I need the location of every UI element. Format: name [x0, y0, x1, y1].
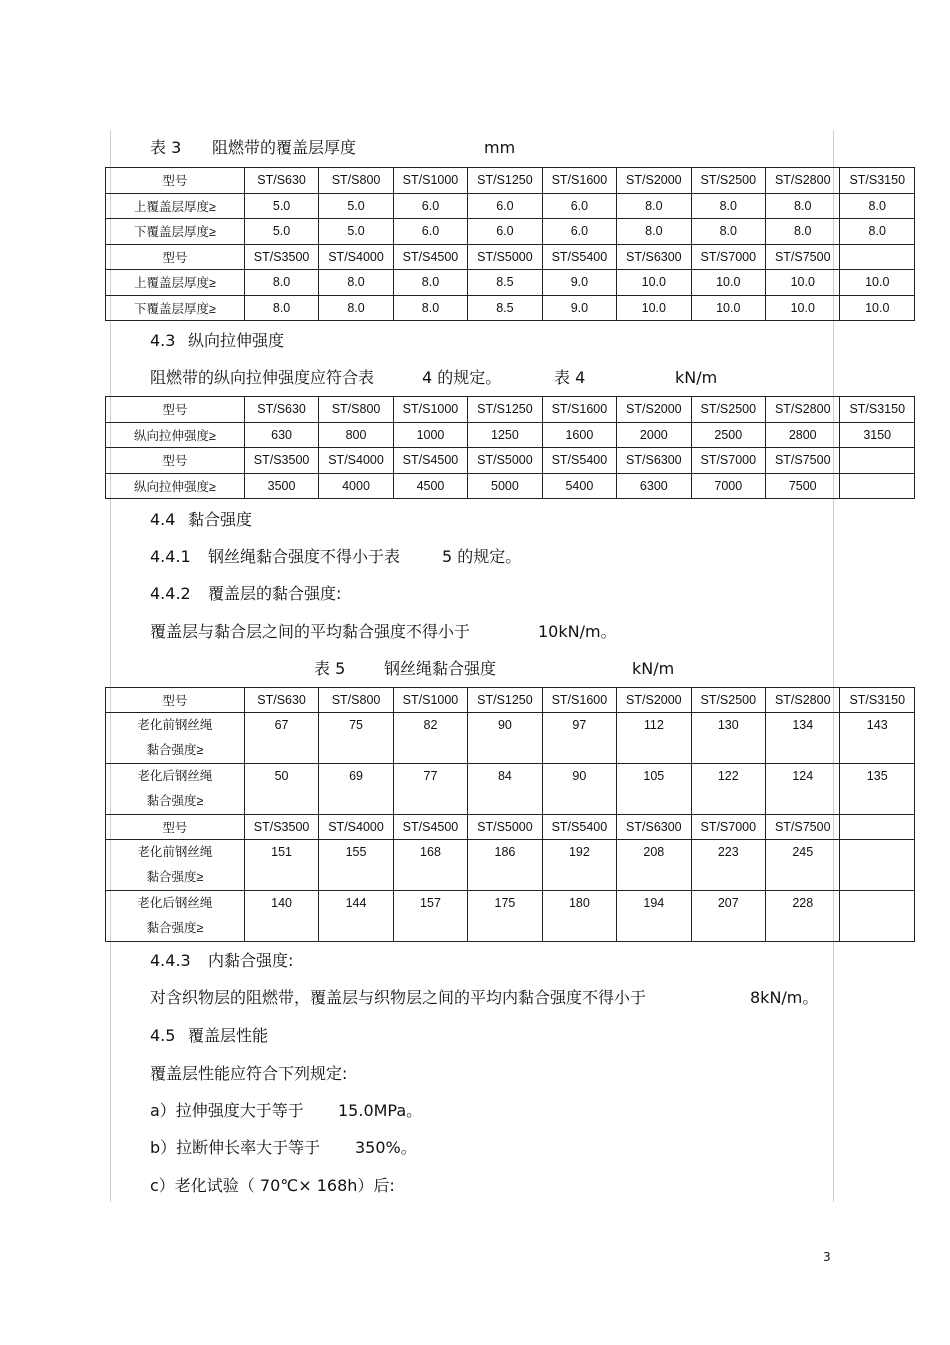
table4-label: 表 4: [554, 368, 586, 387]
table-cell: 67: [244, 713, 318, 764]
row-label-cell: [106, 840, 245, 891]
table-cell: 10.0: [691, 270, 765, 296]
table-cell: ST/S7500: [766, 244, 840, 270]
table-cell: ST/S1600: [542, 397, 616, 423]
item-a-value: 15.0MPa。: [338, 1101, 423, 1120]
table-cell: 10.0: [766, 295, 840, 321]
table-row: [106, 713, 915, 764]
table-row: [106, 473, 915, 499]
table-cell: 800: [319, 422, 393, 448]
table-cell: ST/S6300: [617, 448, 691, 474]
body-text: 对含织物层的阻燃带，覆盖层与织物层之间的平均内黏合强度不得小于: [150, 988, 647, 1007]
table-cell: ST/S800: [319, 688, 393, 713]
table-cell: 144: [319, 891, 393, 942]
table-cell: ST/S2500: [691, 168, 765, 194]
table-cell: 5.0: [244, 193, 318, 219]
table-cell: ST/S3500: [244, 448, 318, 474]
table-cell: 10.0: [840, 295, 915, 321]
item-b-label: b）拉断伸长率大于等于: [150, 1138, 321, 1157]
section-text: 覆盖层的黏合强度:: [208, 584, 342, 603]
row-label-cell: 型号: [106, 168, 245, 194]
table-cell: 50: [244, 764, 318, 815]
table-cell: 223: [691, 840, 765, 891]
table-cell: 140: [244, 891, 318, 942]
row-label-cell: 上覆盖层厚度≥: [106, 270, 245, 296]
table-cell: 10.0: [766, 270, 840, 296]
table-cell: ST/S2000: [617, 688, 691, 713]
table-cell: 2000: [617, 422, 691, 448]
table-cell: ST/S2800: [766, 688, 840, 713]
table-cell: ST/S630: [244, 168, 318, 194]
table-cell: 8.0: [393, 270, 467, 296]
table-cell: 6.0: [468, 219, 542, 245]
table-cell: 5000: [468, 473, 542, 499]
table-cell: ST/S2500: [691, 397, 765, 423]
table-cell: 8.0: [393, 295, 467, 321]
table-cell: 5.0: [319, 219, 393, 245]
table-cell: 6.0: [468, 193, 542, 219]
table4-tensile-strength: [105, 396, 915, 499]
table-cell: 2800: [766, 422, 840, 448]
table-cell: ST/S6300: [617, 815, 691, 840]
table-cell: 8.0: [840, 193, 915, 219]
table-cell: 168: [393, 840, 467, 891]
table-cell: 8.0: [766, 219, 840, 245]
table-cell: [840, 448, 915, 474]
section-number: 4.4.3: [150, 951, 191, 970]
table-cell: 90: [468, 713, 542, 764]
table-cell: ST/S4000: [319, 448, 393, 474]
table-cell: 10.0: [691, 295, 765, 321]
section-text: 钢丝绳黏合强度不得小于表: [208, 547, 401, 566]
table-cell: 5.0: [244, 219, 318, 245]
item-c-text: c）老化试验（ 70℃× 168h）后:: [150, 1176, 395, 1195]
table-cell: 10.0: [617, 270, 691, 296]
table-cell: 4500: [393, 473, 467, 499]
table-cell: 10.0: [840, 270, 915, 296]
table-cell: ST/S3150: [840, 168, 915, 194]
table-cell: 122: [691, 764, 765, 815]
table-cell: ST/S7000: [691, 244, 765, 270]
table-cell: ST/S3150: [840, 397, 915, 423]
section-title: 黏合强度: [188, 510, 253, 529]
table-cell: ST/S1000: [393, 168, 467, 194]
table-cell: [840, 840, 915, 891]
table-cell: 75: [319, 713, 393, 764]
row-label-cell: [106, 764, 245, 815]
table-cell: ST/S1250: [468, 397, 542, 423]
table-cell: ST/S1600: [542, 688, 616, 713]
table-cell: 175: [468, 891, 542, 942]
table-cell: ST/S6300: [617, 244, 691, 270]
row-label-line1: 老化后钢丝绳: [137, 896, 213, 910]
table-cell: 90: [542, 764, 616, 815]
table-cell: 630: [244, 422, 318, 448]
table-row: [106, 764, 915, 815]
row-label-line1: 老化前钢丝绳: [137, 845, 213, 859]
table-cell: ST/S2800: [766, 168, 840, 194]
intro-text: 覆盖层性能应符合下列规定:: [150, 1064, 348, 1083]
table-cell: 8.5: [468, 270, 542, 296]
table-cell: 8.0: [244, 270, 318, 296]
table-cell: 8.0: [319, 270, 393, 296]
table-cell: 6300: [617, 473, 691, 499]
intro-text: 阻燃带的纵向拉伸强度应符合表: [150, 368, 375, 387]
table-cell: 8.0: [840, 219, 915, 245]
table-cell: 134: [766, 713, 840, 764]
table-cell: 124: [766, 764, 840, 815]
table-header-row: [106, 244, 915, 270]
table-cell: 3150: [840, 422, 915, 448]
table-cell: ST/S630: [244, 397, 318, 423]
table-cell: 4000: [319, 473, 393, 499]
table-cell: [840, 891, 915, 942]
table-header-row: [106, 168, 915, 194]
section-number: 4.4.1: [150, 547, 191, 566]
table-cell: ST/S4000: [319, 815, 393, 840]
table-cell: [840, 815, 915, 840]
row-label-cell: 型号: [106, 688, 245, 713]
table5-label: 表 5: [314, 659, 346, 678]
table-cell: [840, 473, 915, 499]
table-cell: 9.0: [542, 295, 616, 321]
table-cell: 186: [468, 840, 542, 891]
table-cell: ST/S4500: [393, 448, 467, 474]
table-row: [106, 219, 915, 245]
table3-unit: mm: [484, 138, 516, 157]
table-cell: ST/S2800: [766, 397, 840, 423]
table-header-row: [106, 448, 915, 474]
table-cell: 157: [393, 891, 467, 942]
table-header-row: [106, 688, 915, 713]
table-row: [106, 193, 915, 219]
row-label-cell: 纵向拉伸强度≥: [106, 422, 245, 448]
table-cell: 82: [393, 713, 467, 764]
table-cell: 10.0: [617, 295, 691, 321]
row-label-cell: 型号: [106, 244, 245, 270]
table-cell: 69: [319, 764, 393, 815]
row-label-cell: [106, 713, 245, 764]
section-number: 4.4.2: [150, 584, 191, 603]
table5-steel-cord-adhesion: [105, 687, 915, 942]
table-cell: [840, 244, 915, 270]
table-cell: 8.0: [617, 219, 691, 245]
table-row: [106, 891, 915, 942]
table-cell: ST/S5400: [542, 448, 616, 474]
table-cell: ST/S800: [319, 397, 393, 423]
row-label-cell: 型号: [106, 448, 245, 474]
table-cell: ST/S4500: [393, 244, 467, 270]
page-number: 3: [823, 1250, 831, 1264]
table-cell: 6.0: [542, 219, 616, 245]
table-row: [106, 295, 915, 321]
table4-unit: kN/m: [675, 368, 718, 387]
table-cell: ST/S4000: [319, 244, 393, 270]
section-number: 4.3: [150, 331, 176, 350]
table-cell: 3500: [244, 473, 318, 499]
table-cell: 245: [766, 840, 840, 891]
table-cell: 194: [617, 891, 691, 942]
body-value: 8kN/m。: [750, 988, 819, 1007]
table-cell: ST/S7000: [691, 448, 765, 474]
table-cell: 7500: [766, 473, 840, 499]
table-cell: 1250: [468, 422, 542, 448]
table-cell: ST/S3500: [244, 244, 318, 270]
table-cell: 5400: [542, 473, 616, 499]
table-cell: 8.5: [468, 295, 542, 321]
table-cell: ST/S3150: [840, 688, 915, 713]
table-cell: ST/S1000: [393, 397, 467, 423]
table-cell: 6.0: [393, 193, 467, 219]
table-cell: 143: [840, 713, 915, 764]
table-cell: 8.0: [691, 193, 765, 219]
table-cell: 9.0: [542, 270, 616, 296]
table-cell: 8.0: [319, 295, 393, 321]
table-cell: ST/S5400: [542, 815, 616, 840]
table-cell: 151: [244, 840, 318, 891]
section-title: 纵向拉伸强度: [188, 331, 285, 350]
table-cell: ST/S2000: [617, 397, 691, 423]
table-cell: ST/S5000: [468, 448, 542, 474]
table-cell: 7000: [691, 473, 765, 499]
table-cell: 8.0: [766, 193, 840, 219]
table-cell: ST/S3500: [244, 815, 318, 840]
table-row: [106, 270, 915, 296]
item-a-label: a）拉伸强度大于等于: [150, 1101, 304, 1120]
table-row: [106, 840, 915, 891]
table-cell: ST/S1250: [468, 688, 542, 713]
table-cell: 6.0: [542, 193, 616, 219]
table-cell: ST/S800: [319, 168, 393, 194]
row-label-line1: 老化前钢丝绳: [137, 718, 213, 732]
table-cell: 135: [840, 764, 915, 815]
row-label-cell: 纵向拉伸强度≥: [106, 473, 245, 499]
table-cell: 155: [319, 840, 393, 891]
table-cell: ST/S1250: [468, 168, 542, 194]
table-header-row: [106, 815, 915, 840]
table-header-row: [106, 397, 915, 423]
item-b-value: 350%。: [355, 1138, 417, 1157]
row-label-line2: 黏合强度≥: [146, 743, 204, 757]
row-label-cell: [106, 891, 245, 942]
table-cell: 8.0: [691, 219, 765, 245]
table-cell: ST/S2000: [617, 168, 691, 194]
table-cell: ST/S4500: [393, 815, 467, 840]
table3-label: 表 3: [150, 138, 182, 157]
intro-ref: 4 的规定。: [422, 368, 502, 387]
table-cell: 208: [617, 840, 691, 891]
table-cell: 180: [542, 891, 616, 942]
table-cell: 207: [691, 891, 765, 942]
body-text: 覆盖层与黏合层之间的平均黏合强度不得小于: [150, 622, 471, 641]
table-cell: ST/S630: [244, 688, 318, 713]
row-label-cell: 下覆盖层厚度≥: [106, 219, 245, 245]
table-cell: ST/S7000: [691, 815, 765, 840]
row-label-cell: 上覆盖层厚度≥: [106, 193, 245, 219]
table-cell: 1600: [542, 422, 616, 448]
section-text: 内黏合强度:: [208, 951, 294, 970]
section-title: 覆盖层性能: [188, 1026, 269, 1045]
table-cell: 97: [542, 713, 616, 764]
row-label-cell: 下覆盖层厚度≥: [106, 295, 245, 321]
table-cell: ST/S1600: [542, 168, 616, 194]
table3-cover-thickness: [105, 167, 915, 321]
table-cell: ST/S1000: [393, 688, 467, 713]
row-label-cell: 型号: [106, 397, 245, 423]
row-label-line2: 黏合强度≥: [146, 921, 204, 935]
table-cell: ST/S2500: [691, 688, 765, 713]
table-cell: 8.0: [617, 193, 691, 219]
table-cell: 192: [542, 840, 616, 891]
table-cell: 84: [468, 764, 542, 815]
table-cell: 8.0: [244, 295, 318, 321]
table-cell: 2500: [691, 422, 765, 448]
table5-unit: kN/m: [632, 659, 675, 678]
table-row: [106, 422, 915, 448]
table-cell: 112: [617, 713, 691, 764]
table-cell: ST/S5400: [542, 244, 616, 270]
table-cell: 5.0: [319, 193, 393, 219]
section-number: 4.5: [150, 1026, 176, 1045]
table-cell: ST/S7500: [766, 448, 840, 474]
row-label-line2: 黏合强度≥: [146, 870, 204, 884]
table5-title: 钢丝绳黏合强度: [384, 659, 497, 678]
row-label-cell: 型号: [106, 815, 245, 840]
table-cell: 6.0: [393, 219, 467, 245]
table-cell: 130: [691, 713, 765, 764]
table3-title: 阻燃带的覆盖层厚度: [212, 138, 357, 157]
table-cell: ST/S7500: [766, 815, 840, 840]
body-value: 10kN/m。: [538, 622, 617, 641]
table-cell: 105: [617, 764, 691, 815]
table-cell: ST/S5000: [468, 815, 542, 840]
section-number: 4.4: [150, 510, 176, 529]
table-cell: 1000: [393, 422, 467, 448]
row-label-line2: 黏合强度≥: [146, 794, 204, 808]
section-ref: 5 的规定。: [442, 547, 522, 566]
table-cell: 228: [766, 891, 840, 942]
table-cell: 77: [393, 764, 467, 815]
table-cell: ST/S5000: [468, 244, 542, 270]
row-label-line1: 老化后钢丝绳: [137, 769, 213, 783]
